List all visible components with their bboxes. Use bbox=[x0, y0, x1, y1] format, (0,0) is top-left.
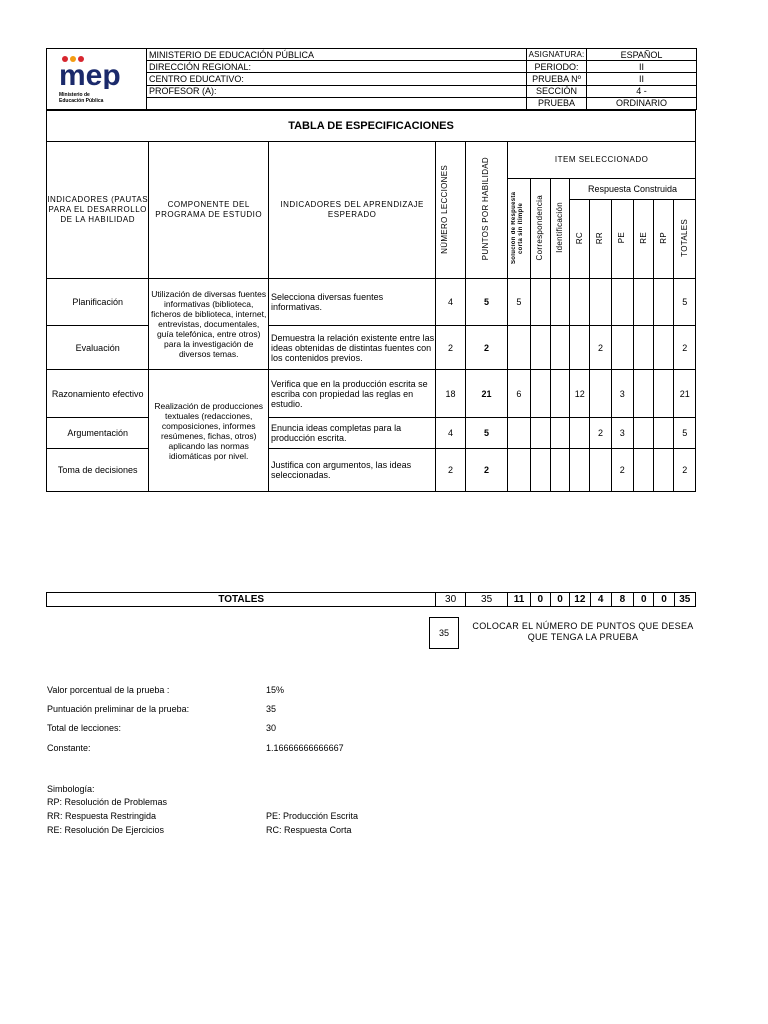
row-aprendizaje: Selecciona diversas fuentes informativas. bbox=[269, 279, 436, 326]
totales-sol: 11 bbox=[508, 593, 530, 607]
row-pe bbox=[611, 326, 633, 370]
header-line-direccion: DIRECCIÓN REGIONAL: bbox=[147, 61, 527, 73]
summary-label-puntuacion: Puntuación preliminar de la prueba: bbox=[47, 704, 190, 714]
spec-table-wrapper bbox=[46, 110, 696, 492]
row-puntos: 2 bbox=[465, 326, 508, 370]
header-line-profesor: PROFESOR (A): bbox=[147, 85, 527, 97]
totales-label: TOTALES bbox=[47, 593, 436, 607]
row-total: 5 bbox=[674, 418, 696, 449]
row-pe: 3 bbox=[611, 418, 633, 449]
header-line-ministerio: MINISTERIO DE EDUCACIÓN PÚBLICA bbox=[147, 49, 527, 61]
field-value-seccion: 4 - bbox=[587, 85, 697, 97]
totales-ident: 0 bbox=[550, 593, 569, 607]
logo-subtitle-line-2: Educación Pública bbox=[59, 98, 104, 104]
col-header-indicadores: INDICADORES (PAUTAS PARA EL DESARROLLO DE LA HABILIDAD bbox=[47, 142, 149, 279]
row-lecciones: 4 bbox=[436, 279, 465, 326]
field-label-periodo: PERIODO: bbox=[527, 61, 587, 73]
col-header-totales: TOTALES bbox=[674, 200, 696, 279]
row-rr bbox=[590, 279, 611, 326]
totales-re: 0 bbox=[634, 593, 654, 607]
row-rp bbox=[654, 279, 674, 326]
header-table bbox=[46, 48, 697, 110]
col-header-pe: PE bbox=[611, 200, 633, 279]
field-value-periodo: II bbox=[587, 61, 697, 73]
row-re bbox=[633, 370, 653, 418]
row-lecciones: 2 bbox=[436, 326, 465, 370]
row-aprendizaje: Justifica con argumentos, las ideas seleccionadas. bbox=[269, 449, 436, 492]
row-rr: 2 bbox=[590, 326, 611, 370]
mep-logo-mark bbox=[59, 55, 129, 89]
mep-logo bbox=[59, 55, 139, 105]
row-aprendizaje: Verifica que en la producción escrita se escriba con propiedad las reglas en estudio. bbox=[269, 370, 436, 418]
row-lecciones: 4 bbox=[436, 418, 465, 449]
row-ident bbox=[550, 326, 569, 370]
summary-value-valor: 15% bbox=[266, 685, 285, 695]
row-rr bbox=[590, 370, 611, 418]
summary-value-puntuacion: 35 bbox=[266, 704, 277, 714]
col-header-rc: RC bbox=[570, 200, 590, 279]
row-rc bbox=[570, 326, 590, 370]
field-label-asignatura: ASIGNATURA: bbox=[527, 49, 587, 61]
row-puntos: 5 bbox=[465, 418, 508, 449]
row-rp bbox=[654, 449, 674, 492]
simbologia-item: RR: Respuesta Restringida bbox=[47, 811, 157, 821]
simbologia-item: RC: Respuesta Corta bbox=[266, 825, 352, 835]
row-pe: 2 bbox=[611, 449, 633, 492]
header-line-blank bbox=[147, 97, 527, 109]
spec-table bbox=[46, 110, 696, 492]
totales-puntos: 35 bbox=[465, 593, 508, 607]
row-indicador: Planificación bbox=[47, 279, 149, 326]
row-ident bbox=[550, 418, 569, 449]
col-header-puntos: PUNTOS POR HABILIDAD bbox=[465, 142, 508, 279]
totales-lecciones: 30 bbox=[436, 593, 465, 607]
row-componente: Utilización de diversas fuentes informativas (biblioteca, ficheros de biblioteca, internet, entrevistas, documentales, guía telefónica, entre otros) para la investigación de diversos temas. bbox=[149, 279, 269, 370]
totales-total: 35 bbox=[674, 593, 695, 607]
row-indicador: Evaluación bbox=[47, 326, 149, 370]
col-header-aprendizaje: INDICADORES DEL APRENDIZAJE ESPERADO bbox=[269, 142, 436, 279]
header-line-centro: CENTRO EDUCATIVO: bbox=[147, 73, 527, 85]
row-rr bbox=[590, 449, 611, 492]
row-lecciones: 2 bbox=[436, 449, 465, 492]
col-header-item-seleccionado: ITEM SELECCIONADO bbox=[508, 142, 696, 179]
row-re bbox=[633, 449, 653, 492]
row-corr bbox=[530, 326, 550, 370]
col-header-sol-resp: Solución de Respuesta corta sin ítimple bbox=[508, 179, 530, 279]
col-header-rp: RP bbox=[654, 200, 674, 279]
row-rp bbox=[654, 326, 674, 370]
field-label-prueba: PRUEBA bbox=[527, 97, 587, 109]
row-pe: 3 bbox=[611, 370, 633, 418]
row-rr: 2 bbox=[590, 418, 611, 449]
col-header-componente: COMPONENTE DEL PROGRAMA DE ESTUDIO bbox=[149, 142, 269, 279]
row-aprendizaje: Demuestra la relación existente entre las ideas obtenidas de distintas fuentes con los contenidos previos. bbox=[269, 326, 436, 370]
puntos-input-box[interactable]: 35 bbox=[429, 617, 459, 649]
row-re bbox=[633, 418, 653, 449]
totales-table bbox=[46, 592, 696, 607]
document-header bbox=[46, 48, 696, 110]
row-sol bbox=[508, 418, 530, 449]
row-puntos: 5 bbox=[465, 279, 508, 326]
row-indicador: Argumentación bbox=[47, 418, 149, 449]
row-ident bbox=[550, 449, 569, 492]
totales-rp: 0 bbox=[654, 593, 674, 607]
simbologia-item: RP: Resolución de Problemas bbox=[47, 797, 168, 807]
field-label-prueba-no: PRUEBA Nº bbox=[527, 73, 587, 85]
col-header-correspondencia: Correspondencia bbox=[530, 179, 550, 279]
totales-rc: 12 bbox=[570, 593, 590, 607]
puntos-instruction: COLOCAR EL NÚMERO DE PUNTOS QUE DESEA QUE TENGA LA PRUEBA bbox=[472, 621, 694, 642]
row-sol: 5 bbox=[508, 279, 530, 326]
row-rp bbox=[654, 370, 674, 418]
row-corr bbox=[530, 418, 550, 449]
row-rc: 12 bbox=[570, 370, 590, 418]
totales-corr: 0 bbox=[530, 593, 550, 607]
simbologia-item: PE: Producción Escrita bbox=[266, 811, 359, 821]
row-total: 2 bbox=[674, 326, 696, 370]
totales-wrapper bbox=[46, 592, 696, 607]
totales-rr: 4 bbox=[590, 593, 611, 607]
totales-pe: 8 bbox=[611, 593, 633, 607]
table-title: TABLA DE ESPECIFICACIONES bbox=[47, 111, 696, 142]
row-ident bbox=[550, 370, 569, 418]
row-rc bbox=[570, 449, 590, 492]
summary-value-constante: 1.16666666666667 bbox=[266, 743, 344, 753]
field-label-seccion: SECCIÓN bbox=[527, 85, 587, 97]
row-corr bbox=[530, 449, 550, 492]
row-puntos: 21 bbox=[465, 370, 508, 418]
summary-value-lecciones: 30 bbox=[266, 723, 277, 733]
row-rc bbox=[570, 418, 590, 449]
field-value-prueba: ORDINARIO bbox=[587, 97, 697, 109]
row-total: 2 bbox=[674, 449, 696, 492]
col-header-identificacion: Identificación bbox=[550, 179, 569, 279]
logo-cell bbox=[47, 49, 147, 110]
row-corr bbox=[530, 279, 550, 326]
row-puntos: 2 bbox=[465, 449, 508, 492]
col-header-resp-construida: Respuesta Construida bbox=[570, 179, 696, 200]
summary-label-lecciones: Total de lecciones: bbox=[47, 723, 122, 733]
row-indicador: Toma de decisiones bbox=[47, 449, 149, 492]
row-corr bbox=[530, 370, 550, 418]
logo-subtitle-line-1: Ministerio de bbox=[59, 92, 90, 98]
simbologia-item: RE: Resolución De Ejercicios bbox=[47, 825, 165, 835]
row-sol: 6 bbox=[508, 370, 530, 418]
col-header-re: RE bbox=[633, 200, 653, 279]
row-componente: Realización de producciones textuales (redacciones, composiciones, informes resúmenes, fichas, otros) aplicando las normas idiomáticas por nivel. bbox=[149, 370, 269, 492]
logo-text: mep bbox=[59, 59, 121, 89]
row-indicador: Razonamiento efectivo bbox=[47, 370, 149, 418]
row-re bbox=[633, 279, 653, 326]
row-sol bbox=[508, 326, 530, 370]
row-ident bbox=[550, 279, 569, 326]
col-header-rr: RR bbox=[590, 200, 611, 279]
field-value-asignatura: ESPAÑOL bbox=[587, 49, 697, 61]
field-value-prueba-no: II bbox=[587, 73, 697, 85]
row-re bbox=[633, 326, 653, 370]
col-header-num-lecciones: NÚMERO LECCIONES bbox=[436, 142, 465, 279]
row-lecciones: 18 bbox=[436, 370, 465, 418]
summary-label-constante: Constante: bbox=[47, 743, 91, 753]
row-aprendizaje: Enuncia ideas completas para la producción escrita. bbox=[269, 418, 436, 449]
row-total: 5 bbox=[674, 279, 696, 326]
row-pe bbox=[611, 279, 633, 326]
simbologia-title: Simbología: bbox=[47, 784, 95, 794]
row-rc bbox=[570, 279, 590, 326]
row-total: 21 bbox=[674, 370, 696, 418]
row-rp bbox=[654, 418, 674, 449]
summary-label-valor: Valor porcentual de la prueba : bbox=[47, 685, 170, 695]
row-sol bbox=[508, 449, 530, 492]
